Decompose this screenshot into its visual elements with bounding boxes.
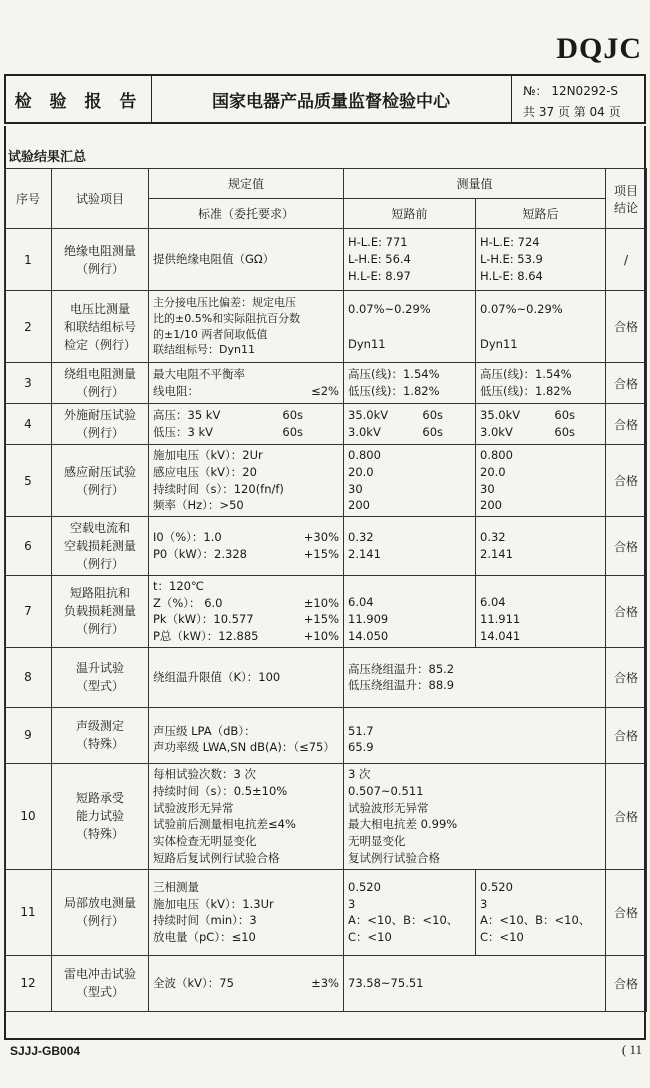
row-conclusion: 合格 (606, 445, 647, 517)
row-before: 0.07%~0.29% Dyn11 (344, 291, 476, 363)
table-row (5, 404, 647, 445)
row-conclusion: 合格 (606, 955, 647, 1011)
form-code: SJJJ-GB004 (10, 1044, 81, 1058)
row-spec: 全波（kV）：75 ±3% (149, 955, 344, 1011)
row-after: H-L.E: 724 L-H.E: 53.9 H.L-E: 8.64 (476, 229, 606, 291)
row-after: 0.520 3 A：<10、B：<10、 C：<10 (476, 869, 606, 955)
row-no: 2 (5, 291, 52, 363)
row-no: 6 (5, 517, 52, 576)
row-spec: t：120℃ Z（%）： 6.0 ±10% Pk（kW）：10.577 +15% P总（kW）：12.885 +10% (149, 576, 344, 648)
row-item: 空载电流和 空载损耗测量 （例行） (52, 517, 149, 576)
row-no: 10 (5, 763, 52, 869)
row-measured: 51.7 65.9 (344, 707, 606, 763)
report-header (4, 74, 646, 124)
row-no: 7 (5, 576, 52, 648)
table-row (5, 576, 647, 648)
row-no: 8 (5, 647, 52, 707)
row-no: 1 (5, 229, 52, 291)
table-row (5, 229, 647, 291)
table-row (5, 869, 647, 955)
row-spec: 高压：35 kV 60s 低压：3 kV 60s (149, 404, 344, 445)
table-row (5, 763, 647, 869)
row-after: 35.0kV 60s 3.0kV 60s (476, 404, 606, 445)
section-title: 试验结果汇总 (8, 150, 87, 165)
header-no: 序号 (5, 169, 52, 229)
report-meta (511, 76, 644, 122)
row-conclusion: 合格 (606, 763, 647, 869)
header-after: 短路后 (476, 199, 606, 229)
table-header-row (5, 169, 647, 199)
row-before: 0.800 20.0 30 200 (344, 445, 476, 517)
report-number-label: №： (523, 84, 548, 98)
row-item: 雷电冲击试验 （型式） (52, 955, 149, 1011)
row-item: 温升试验 （型式） (52, 647, 149, 707)
header-conclusion: 项目结论 (606, 169, 647, 229)
row-conclusion: 合格 (606, 869, 647, 955)
row-spec: 最大电阻不平衡率 线电阻： ≤2% (149, 363, 344, 404)
table-row (5, 291, 647, 363)
row-conclusion: 合格 (606, 576, 647, 648)
row-after: 高压(线)：1.54% 低压(线)：1.82% (476, 363, 606, 404)
row-conclusion: 合格 (606, 647, 647, 707)
row-conclusion: 合格 (606, 404, 647, 445)
header-measured: 测量值 (344, 169, 606, 199)
row-spec: I0（%）：1.0 +30% P0（kW）：2.328 +15% (149, 517, 344, 576)
row-item: 声级测定 （特殊） (52, 707, 149, 763)
row-measured: 高压绕组温升：85.2 低压绕组温升：88.9 (344, 647, 606, 707)
center-name: 国家电器产品质量监督检验中心 (151, 76, 512, 122)
page-mark: ( 11 (621, 1042, 642, 1057)
row-item: 感应耐压试验 （例行） (52, 445, 149, 517)
row-item: 绝缘电阻测量 （例行） (52, 229, 149, 291)
table-row (5, 517, 647, 576)
header-item: 试验项目 (52, 169, 149, 229)
row-item: 外施耐压试验 （例行） (52, 404, 149, 445)
row-no: 4 (5, 404, 52, 445)
row-no: 9 (5, 707, 52, 763)
row-spec: 三相测量 施加电压（kV）：1.3Ur 持续时间（min）：3 放电量（pC）：≤10 (149, 869, 344, 955)
header-before: 短路前 (344, 199, 476, 229)
header-spec: 规定值 (149, 169, 344, 199)
row-spec: 绕组温升限值（K）：100 (149, 647, 344, 707)
report-title: 检 验 报 告 (6, 76, 152, 122)
row-item: 短路承受 能力试验 （特殊） (52, 763, 149, 869)
table-row (5, 647, 647, 707)
row-item: 绕组电阻测量 （例行） (52, 363, 149, 404)
row-before: 6.04 11.909 14.050 (344, 576, 476, 648)
table-row (5, 363, 647, 404)
brand-logo: DQJC (556, 32, 642, 65)
row-before: H-L.E: 771 L-H.E: 56.4 H.L-E: 8.97 (344, 229, 476, 291)
row-spec: 主分接电压比偏差：规定电压 比的±0.5%和实际阻抗百分数 的±1/10 两者间取低值 联结组标号：Dyn11 (149, 291, 344, 363)
row-no: 11 (5, 869, 52, 955)
row-after: 0.32 2.141 (476, 517, 606, 576)
row-no: 12 (5, 955, 52, 1011)
report-number-value: 12N0292-S (551, 84, 619, 98)
row-before: 35.0kV 60s 3.0kV 60s (344, 404, 476, 445)
row-spec: 施加电压（kV）：2Ur 感应电压（kV）：20 持续时间（s）：120(fn/f) 频率（Hz）：>50 (149, 445, 344, 517)
row-no: 3 (5, 363, 52, 404)
row-before: 高压(线)：1.54% 低压(线)：1.82% (344, 363, 476, 404)
row-no: 5 (5, 445, 52, 517)
row-spec: 提供绝缘电阻值（GΩ） (149, 229, 344, 291)
page-count: 共 37 页 第 04 页 (523, 105, 621, 119)
results-table (4, 168, 647, 1012)
row-spec: 声压级 LPA（dB）： 声功率级 LWA,SN dB(A)：（≤75） (149, 707, 344, 763)
row-spec: 每相试验次数：3 次 持续时间（s）：0.5±10% 试验波形无异常 试验前后测量相电抗差≤4% 实体检查无明显变化 短路后复试例行试验合格 (149, 763, 344, 869)
row-item: 局部放电测量 （例行） (52, 869, 149, 955)
row-item: 短路阻抗和 负载损耗测量 （例行） (52, 576, 149, 648)
row-before: 0.32 2.141 (344, 517, 476, 576)
table-row (5, 707, 647, 763)
row-before: 0.520 3 A：<10、B：<10、 C：<10 (344, 869, 476, 955)
row-measured: 3 次 0.507~0.511 试验波形无异常 最大相电抗差 0.99% 无明显变化 复试例行试验合格 (344, 763, 606, 869)
row-after: 6.04 11.911 14.041 (476, 576, 606, 648)
row-measured: 73.58~75.51 (344, 955, 606, 1011)
row-conclusion: 合格 (606, 291, 647, 363)
table-row (5, 445, 647, 517)
row-item: 电压比测量 和联结组标号 检定（例行） (52, 291, 149, 363)
row-conclusion: 合格 (606, 363, 647, 404)
row-conclusion: 合格 (606, 707, 647, 763)
header-spec-sub: 标准（委托要求） (149, 199, 344, 229)
row-conclusion: 合格 (606, 517, 647, 576)
report-number (523, 82, 618, 99)
row-after: 0.800 20.0 30 200 (476, 445, 606, 517)
table-row (5, 955, 647, 1011)
row-conclusion: / (606, 229, 647, 291)
row-after: 0.07%~0.29% Dyn11 (476, 291, 606, 363)
